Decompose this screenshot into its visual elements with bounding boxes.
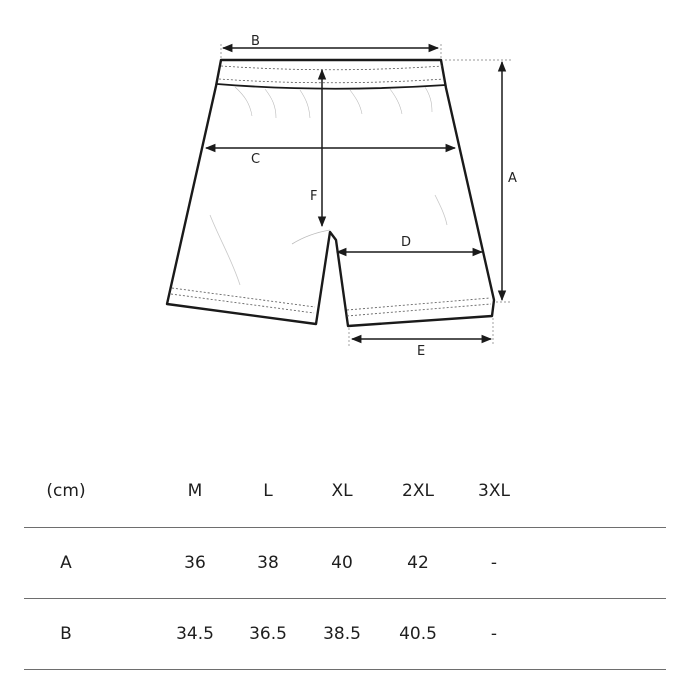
- table-header-row: [24, 455, 666, 527]
- table-cell: 36: [184, 553, 206, 573]
- row-label: A: [60, 553, 72, 573]
- table-cell: -: [490, 624, 498, 644]
- unit-label: (cm): [46, 481, 86, 501]
- table-row: [24, 598, 666, 670]
- table-cell: 38.5: [323, 624, 361, 644]
- size-chart-table: [24, 455, 666, 670]
- dimension-label-f: F: [310, 189, 318, 204]
- size-header: 3XL: [478, 481, 510, 501]
- table-cell: 34.5: [176, 624, 214, 644]
- table-cell: 40: [331, 553, 353, 573]
- table-cell: 36.5: [249, 624, 287, 644]
- row-label: B: [60, 624, 72, 644]
- table-cell: 38: [257, 553, 279, 573]
- dimension-label-c: C: [251, 152, 261, 167]
- table-cell: 40.5: [399, 624, 437, 644]
- size-header: L: [263, 481, 273, 501]
- shorts-illustration: [167, 60, 494, 326]
- dimension-label-b: B: [251, 34, 260, 49]
- dimension-label-e: E: [417, 344, 426, 359]
- table-row: [24, 527, 666, 598]
- size-header: M: [187, 481, 203, 501]
- size-header: XL: [331, 481, 353, 501]
- table-cell: 42: [407, 553, 429, 573]
- dimension-label-a: A: [508, 171, 517, 186]
- size-header: 2XL: [402, 481, 434, 501]
- table-cell: -: [490, 553, 498, 573]
- dimension-label-d: D: [401, 235, 412, 250]
